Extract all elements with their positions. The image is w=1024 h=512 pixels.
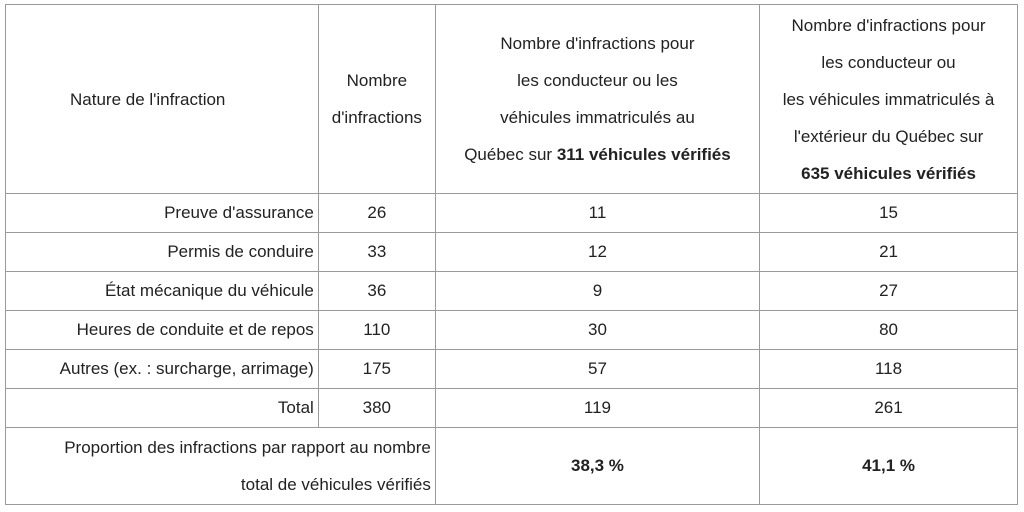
header-quebec-line4-pre: Québec sur bbox=[464, 145, 557, 164]
header-row bbox=[6, 5, 1018, 194]
row-total: 36 bbox=[318, 272, 435, 311]
header-exterieur-line4: l'extérieur du Québec sur bbox=[793, 126, 984, 146]
table-row bbox=[6, 350, 1018, 389]
row-label: Heures de conduite et de repos bbox=[6, 311, 319, 350]
proportion-row bbox=[6, 428, 1018, 505]
row-total: 110 bbox=[318, 311, 435, 350]
row-label: Autres (ex. : surcharge, arrimage) bbox=[6, 350, 319, 389]
proportion-exterieur: 41,1 % bbox=[760, 428, 1018, 505]
row-total: 175 bbox=[318, 350, 435, 389]
header-quebec-line2: les conducteur ou les bbox=[517, 71, 678, 90]
row-total: 380 bbox=[318, 389, 435, 428]
header-nombre-line2: d'infractions bbox=[331, 108, 422, 127]
table-row bbox=[6, 194, 1018, 233]
table-row bbox=[6, 233, 1018, 272]
header-exterieur-line3: les véhicules immatriculés à bbox=[782, 89, 995, 109]
proportion-label-line2: total de véhicules vérifiés bbox=[240, 475, 431, 494]
header-exterieur-line5: 635 véhicules vérifiés bbox=[801, 163, 976, 183]
row-label: Permis de conduire bbox=[6, 233, 319, 272]
row-exterieur: 27 bbox=[760, 272, 1018, 311]
row-exterieur: 261 bbox=[760, 389, 1018, 428]
row-quebec: 12 bbox=[435, 233, 759, 272]
row-label: Total bbox=[6, 389, 319, 428]
row-quebec: 57 bbox=[435, 350, 759, 389]
header-nature-text: Nature de l'infraction bbox=[70, 89, 226, 109]
header-quebec-line4 bbox=[442, 136, 753, 173]
proportion-label-line1: Proportion des infractions par rapport au nombre bbox=[64, 438, 431, 457]
header-nature bbox=[6, 5, 319, 194]
table-row bbox=[6, 272, 1018, 311]
row-quebec: 9 bbox=[435, 272, 759, 311]
header-exterieur bbox=[760, 5, 1018, 194]
header-nombre-line1: Nombre bbox=[346, 71, 408, 90]
row-exterieur: 21 bbox=[760, 233, 1018, 272]
header-nombre bbox=[318, 5, 435, 194]
row-exterieur: 15 bbox=[760, 194, 1018, 233]
header-exterieur-line2: les conducteur ou bbox=[821, 52, 956, 72]
row-total: 33 bbox=[318, 233, 435, 272]
header-exterieur-line1: Nombre d'infractions pour bbox=[791, 15, 986, 35]
row-quebec: 119 bbox=[435, 389, 759, 428]
row-label: État mécanique du véhicule bbox=[6, 272, 319, 311]
total-row bbox=[6, 389, 1018, 428]
row-total: 26 bbox=[318, 194, 435, 233]
header-quebec bbox=[435, 5, 759, 194]
row-quebec: 30 bbox=[435, 311, 759, 350]
row-exterieur: 80 bbox=[760, 311, 1018, 350]
row-label: Preuve d'assurance bbox=[6, 194, 319, 233]
infractions-table bbox=[5, 4, 1018, 505]
row-exterieur: 118 bbox=[760, 350, 1018, 389]
proportion-label bbox=[6, 428, 436, 505]
header-quebec-line4-bold: 311 véhicules vérifiés bbox=[556, 145, 731, 164]
table-row bbox=[6, 311, 1018, 350]
row-quebec: 11 bbox=[435, 194, 759, 233]
proportion-quebec: 38,3 % bbox=[435, 428, 759, 505]
header-quebec-line3: véhicules immatriculés au bbox=[500, 108, 695, 127]
header-quebec-line1: Nombre d'infractions pour bbox=[500, 34, 695, 53]
